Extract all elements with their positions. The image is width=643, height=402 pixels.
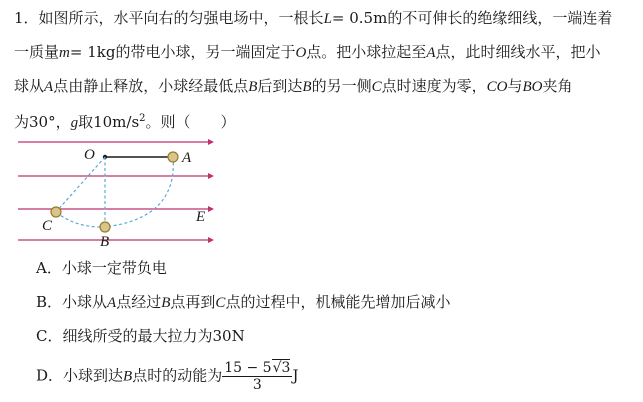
text-segment: 为30°， [14,113,71,131]
option-c[interactable] [36,326,245,346]
text-segment: 点由静止释放，小球经最低点 [53,77,249,95]
var-A: A [107,295,117,311]
var-B: B [248,79,258,95]
ball-A [168,152,178,162]
var-CO: CO [486,79,508,95]
option-a[interactable] [36,258,167,278]
text-segment: 球从 [14,77,45,95]
unit: J [292,366,299,385]
var-A: A [426,45,436,61]
text-segment: 夹角 [542,77,573,95]
var-BO: BO [522,79,543,95]
radicand-value: 3 [281,360,291,376]
text-segment: 的另一侧 [311,77,372,95]
fraction-numerator [222,360,292,377]
question-line-1 [14,8,612,29]
field-arrow [208,206,214,212]
text-segment: 点。把小球拉起至 [306,43,427,61]
var-C: C [215,295,226,311]
text-segment: = 0.5m [331,9,388,27]
option-text: 点经过 [116,293,162,311]
field-arrow [208,173,214,179]
text-segment: 点，此时细线水平，把小 [435,43,601,61]
text-segment: 一质量 [14,43,60,61]
superscript: 2 [139,113,146,124]
option-key: A． [36,259,62,277]
dashed-OC [56,157,105,212]
field-arrow [208,139,214,145]
var-B: B [302,79,312,95]
text-segment: 的带电小球，另一端固定于 [115,43,296,61]
option-text: 小球从 [62,293,108,311]
field-arrow [208,237,214,243]
var-g: g [70,115,79,131]
label-O: O [84,147,95,163]
text-segment: 。则（ ） [145,113,236,131]
physics-diagram [16,138,216,248]
text-segment: 如图所示，水平向右的匀强电场中，一根长 [38,9,324,27]
question-line-3 [14,76,572,97]
option-text: 点时的动能为 [132,366,223,385]
option-b[interactable] [36,292,450,313]
option-key: B． [36,293,63,311]
numerator-text: 15 − 5 [224,360,272,376]
text-segment: 点时速度为零， [381,77,487,95]
ball-C [51,207,61,217]
kinetic-energy-fraction [222,360,292,393]
var-m: m [59,45,70,61]
label-A: A [182,150,192,166]
text-segment: = 1kg [69,43,116,61]
option-d[interactable] [36,360,298,393]
ball-B [100,222,110,232]
label-B: B [100,234,110,248]
var-A: A [44,79,54,95]
label-E: E [196,209,206,225]
var-O: O [295,45,307,61]
option-text: 小球一定带负电 [61,259,167,277]
option-text: 小球到达 [63,366,124,385]
text-segment: 与 [507,77,523,95]
text-segment: 后到达 [257,77,303,95]
option-text: 细线所受的最大拉力为30N [62,327,245,345]
option-key: D． [36,366,64,385]
sqrt-radicand: √3 [272,360,291,376]
option-key: C． [36,327,63,345]
question-line-2 [14,42,601,63]
label-C: C [42,218,53,234]
question-line-4 [14,109,236,133]
text-segment: 的不可伸长的绝缘细线，一端连着 [387,9,613,27]
question-number: 1． [14,9,39,27]
var-L: L [323,11,332,27]
var-B: B [123,368,133,385]
var-C: C [371,79,382,95]
option-text: 点的过程中，机械能先增加后减小 [225,293,451,311]
option-text: 点再到 [170,293,216,311]
trajectory-arc [56,157,173,227]
var-B: B [161,295,171,311]
text-segment: 取10m/s [78,113,140,131]
fraction-denominator: 3 [252,377,262,393]
